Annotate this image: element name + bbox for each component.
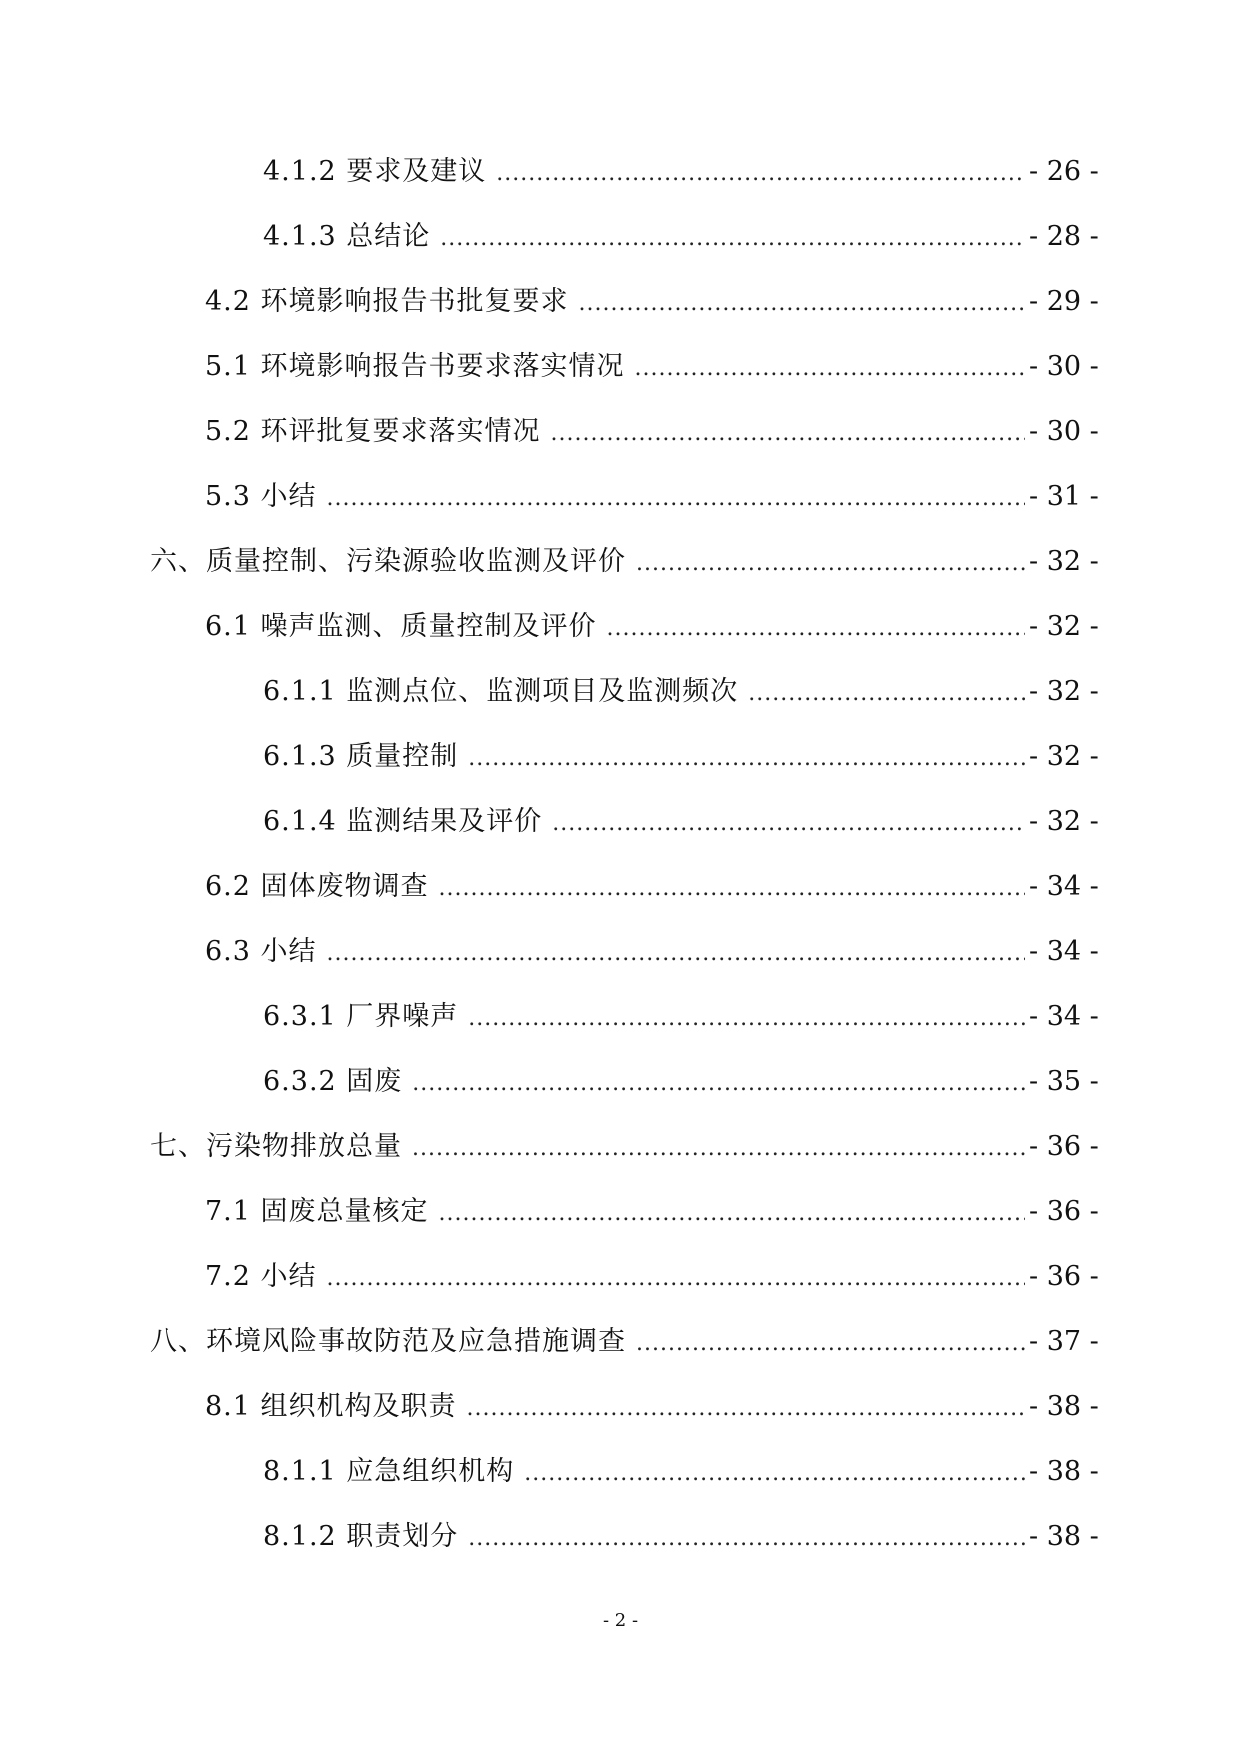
toc-entry[interactable] — [0, 412, 1241, 477]
toc-entry-page-number: - 28 - — [1029, 221, 1099, 252]
toc-entry-page-number: - 35 - — [1029, 1066, 1099, 1097]
toc-dot-leader — [327, 1259, 1025, 1299]
toc-entry-title: 6.3.2 固废 — [263, 1066, 403, 1097]
toc-entry-page-number: - 29 - — [1029, 286, 1099, 317]
toc-dot-leader — [748, 674, 1025, 714]
toc-entry-page-number: - 36 - — [1029, 1131, 1099, 1162]
toc-entry-page-number: - 36 - — [1029, 1261, 1099, 1292]
toc-entry-title: 6.2 固体废物调查 — [205, 871, 429, 902]
toc-dot-leader — [636, 544, 1025, 584]
toc-dot-leader — [468, 1519, 1025, 1559]
toc-entry-title: 4.1.2 要求及建议 — [263, 156, 487, 187]
toc-entry-page-number: - 31 - — [1029, 481, 1099, 512]
toc-entry[interactable] — [0, 607, 1241, 672]
toc-entry[interactable] — [0, 672, 1241, 737]
toc-entry-title: 5.1 环境影响报告书要求落实情况 — [205, 351, 625, 382]
toc-entry-page-number: - 36 - — [1029, 1196, 1099, 1227]
toc-entry-title: 七、污染物排放总量 — [150, 1131, 402, 1162]
toc-entry-page-number: - 32 - — [1029, 546, 1099, 577]
toc-entry[interactable] — [0, 477, 1241, 542]
toc-entry-page-number: - 30 - — [1029, 416, 1099, 447]
toc-entry[interactable] — [0, 152, 1241, 217]
toc-dot-leader — [327, 934, 1025, 974]
toc-entry-title: 8.1.1 应急组织机构 — [263, 1456, 515, 1487]
toc-dot-leader — [552, 804, 1025, 844]
toc-dot-leader — [412, 1064, 1025, 1104]
toc-entry-title: 4.2 环境影响报告书批复要求 — [205, 286, 569, 317]
toc-entry[interactable] — [0, 737, 1241, 802]
toc-entry[interactable] — [0, 1062, 1241, 1127]
toc-entry-page-number: - 32 - — [1029, 741, 1099, 772]
toc-entry-page-number: - 26 - — [1029, 156, 1099, 187]
toc-entry-title: 7.1 固废总量核定 — [205, 1196, 429, 1227]
toc-entry-title: 5.2 环评批复要求落实情况 — [205, 416, 541, 447]
toc-entry[interactable] — [0, 1452, 1241, 1517]
toc-entry[interactable] — [0, 1192, 1241, 1257]
toc-entry-page-number: - 38 - — [1029, 1521, 1099, 1552]
toc-entry-page-number: - 32 - — [1029, 806, 1099, 837]
toc-entry-title: 8.1 组织机构及职责 — [205, 1391, 457, 1422]
toc-dot-leader — [551, 414, 1025, 454]
toc-entry[interactable] — [0, 282, 1241, 347]
toc-entry-title: 4.1.3 总结论 — [263, 221, 431, 252]
toc-entry[interactable] — [0, 1387, 1241, 1452]
table-of-contents — [0, 152, 1241, 1582]
toc-dot-leader — [468, 999, 1025, 1039]
toc-entry-page-number: - 37 - — [1029, 1326, 1099, 1357]
toc-dot-leader — [579, 284, 1025, 324]
toc-dot-leader — [468, 739, 1025, 779]
toc-entry-page-number: - 34 - — [1029, 936, 1099, 967]
toc-entry-page-number: - 38 - — [1029, 1456, 1099, 1487]
toc-entry-title: 6.3.1 厂界噪声 — [263, 1001, 459, 1032]
toc-entry-title: 六、质量控制、污染源验收监测及评价 — [150, 546, 626, 577]
toc-dot-leader — [439, 1194, 1025, 1234]
toc-entry[interactable] — [0, 1127, 1241, 1192]
toc-dot-leader — [636, 1324, 1025, 1364]
toc-entry-page-number: - 34 - — [1029, 1001, 1099, 1032]
toc-entry[interactable] — [0, 542, 1241, 607]
toc-dot-leader — [496, 154, 1025, 194]
toc-dot-leader — [439, 869, 1025, 909]
toc-entry[interactable] — [0, 997, 1241, 1062]
toc-entry-page-number: - 30 - — [1029, 351, 1099, 382]
toc-entry[interactable] — [0, 347, 1241, 412]
toc-entry[interactable] — [0, 932, 1241, 997]
toc-entry-title: 6.3 小结 — [205, 936, 317, 967]
toc-dot-leader — [467, 1389, 1025, 1429]
toc-dot-leader — [440, 219, 1025, 259]
toc-entry[interactable] — [0, 1322, 1241, 1387]
toc-entry-title: 6.1.1 监测点位、监测项目及监测频次 — [263, 676, 739, 707]
toc-entry[interactable] — [0, 802, 1241, 867]
toc-entry[interactable] — [0, 217, 1241, 282]
toc-entry[interactable] — [0, 867, 1241, 932]
toc-entry-title: 8.1.2 职责划分 — [263, 1521, 459, 1552]
toc-entry[interactable] — [0, 1517, 1241, 1582]
toc-entry-page-number: - 34 - — [1029, 871, 1099, 902]
toc-dot-leader — [327, 479, 1025, 519]
toc-dot-leader — [412, 1129, 1025, 1169]
toc-entry-title: 八、环境风险事故防范及应急措施调查 — [150, 1326, 626, 1357]
page-number: - 2 - — [602, 1610, 639, 1631]
toc-entry-title: 6.1.3 质量控制 — [263, 741, 459, 772]
toc-entry-title: 6.1 噪声监测、质量控制及评价 — [205, 611, 597, 642]
toc-dot-leader — [524, 1454, 1025, 1494]
toc-entry-title: 7.2 小结 — [205, 1261, 317, 1292]
toc-entry-title: 6.1.4 监测结果及评价 — [263, 806, 543, 837]
toc-entry-title: 5.3 小结 — [205, 481, 317, 512]
toc-entry-page-number: - 32 - — [1029, 611, 1099, 642]
toc-dot-leader — [635, 349, 1025, 389]
toc-entry-page-number: - 32 - — [1029, 676, 1099, 707]
toc-dot-leader — [607, 609, 1025, 649]
toc-entry[interactable] — [0, 1257, 1241, 1322]
toc-entry-page-number: - 38 - — [1029, 1391, 1099, 1422]
